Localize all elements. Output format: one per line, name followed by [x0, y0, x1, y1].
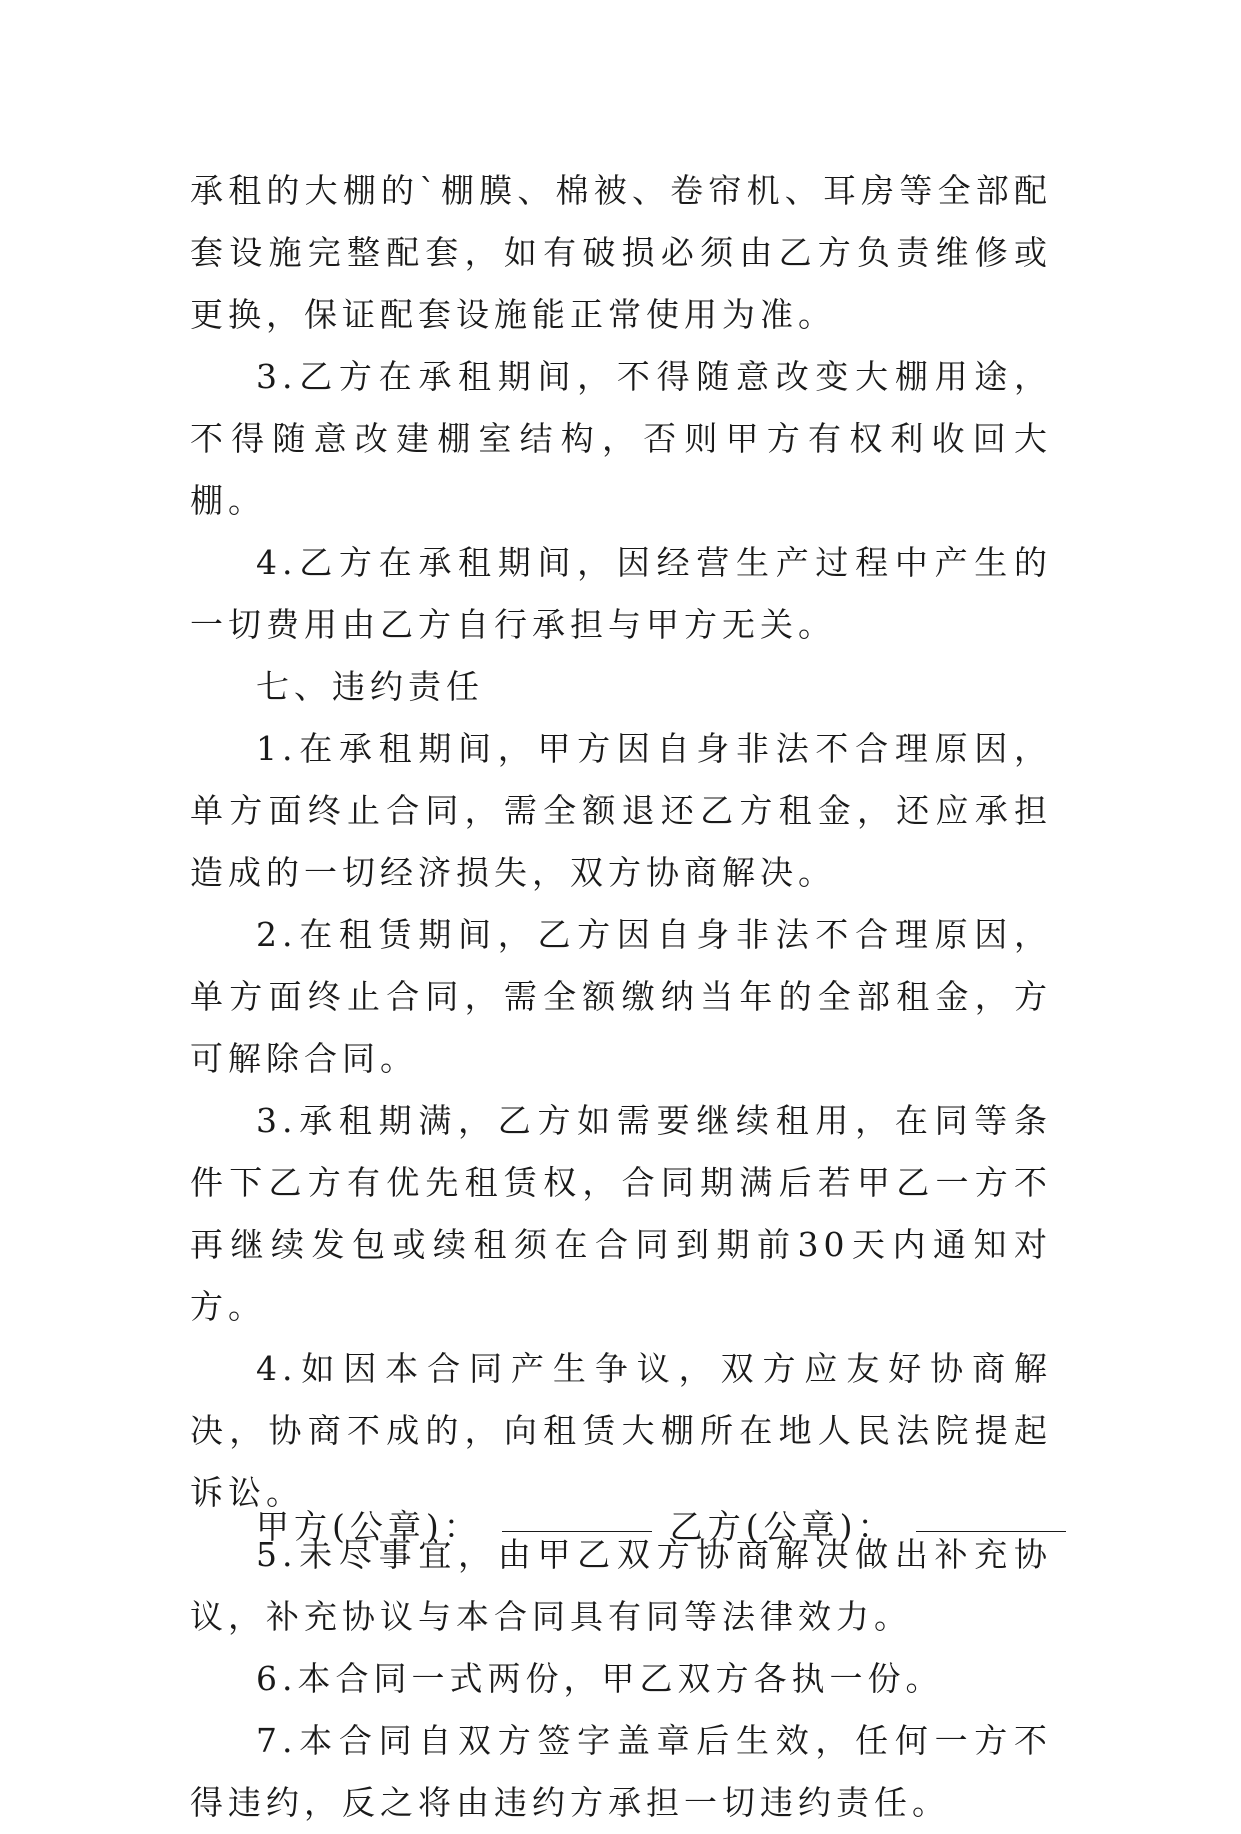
paragraph-facilities: 承租的大棚的`棚膜、棉被、卷帘机、耳房等全部配套设施完整配套，如有破损必须由乙方负责维修或更换，保证配套设施能正常使用为准。 [190, 171, 1052, 334]
party-b-signature-line [916, 1530, 1066, 1532]
section-heading-liability: 七、违约责任 [256, 667, 484, 706]
party-a-signature-line [502, 1530, 652, 1532]
paragraph-liability-2: 2.在租赁期间，乙方因自身非法不合理原因，单方面终止合同，需全额缴纳当年的全部租金，方可解除合同。 [190, 915, 1052, 1078]
party-a-seal-label: 甲方(公章)： [256, 1507, 482, 1546]
paragraph-liability-4: 4.如因本合同产生争议，双方应友好协商解决，协商不成的，向租赁大棚所在地人民法院提起诉讼。 [190, 1349, 1052, 1512]
paragraph-liability-5: 5.未尽事宜，由甲乙双方协商解决做出补充协议，补充协议与本合同具有同等法律效力。 [190, 1535, 1052, 1636]
party-b-seal-label: 乙方(公章)： [669, 1507, 896, 1546]
paragraph-liability-3: 3.承租期满，乙方如需要继续租用，在同等条件下乙方有优先租赁权，合同期满后若甲乙一方不再继续发包或续租须在合同到期前30天内通知对方。 [190, 1101, 1052, 1326]
paragraph-clause-3: 3.乙方在承租期间，不得随意改变大棚用途，不得随意改建棚室结构，否则甲方有权利收回大棚。 [190, 357, 1052, 520]
paragraph-liability-1: 1.在承租期间，甲方因自身非法不合理原因，单方面终止合同，需全额退还乙方租金，还应承担造成的一切经济损失，双方协商解决。 [190, 729, 1052, 892]
paragraph-liability-7: 7.本合同自双方签字盖章后生效，任何一方不得违约，反之将由违约方承担一切违约责任。 [190, 1721, 1052, 1822]
paragraph-clause-4: 4.乙方在承租期间，因经营生产过程中产生的一切费用由乙方自行承担与甲方无关。 [190, 543, 1052, 644]
paragraph-liability-6: 6.本合同一式两份，甲乙双方各执一份。 [256, 1659, 944, 1698]
signature-row [256, 1496, 1084, 1558]
document-body [190, 160, 1052, 1834]
